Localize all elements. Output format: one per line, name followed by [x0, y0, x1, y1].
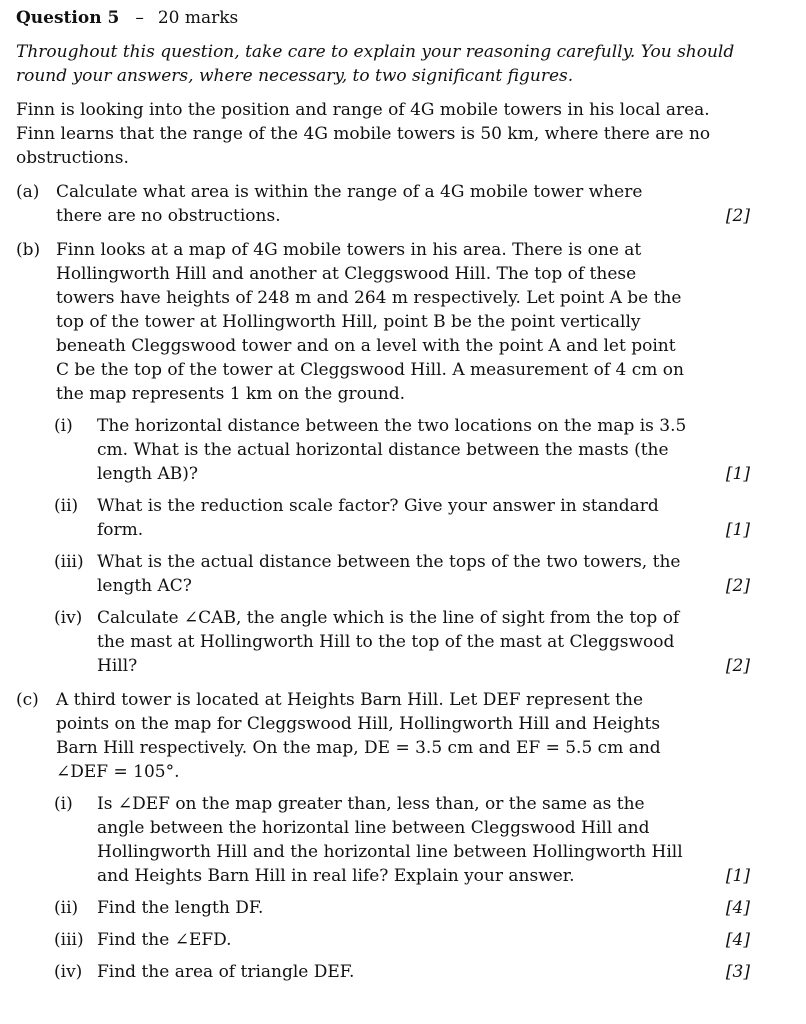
part-b-text: Finn looks at a map of 4G mobile towers in his area. There is one at Hollingworth Hill and another at Cleggswood Hill. The top of these towers have heights of 248 m and 264 m respectively. Let point A be the top of the tower at Hollingworth Hill, point B be the point vertically beneath Cleggswood tower and on a level with the point A and let point C be the top of the tower at Cleggswood Hill. A measurement of 4 cm on the map represents 1 km on the ground. [56, 240, 684, 404]
question-title: Question 5 [16, 8, 120, 28]
part-c-ii [16, 896, 750, 920]
part-c-iii-label: (iii) [54, 930, 84, 950]
part-c-i-marks: [1] [725, 866, 750, 886]
part-b-i-label: (i) [54, 416, 73, 436]
part-c-i [16, 792, 750, 888]
part-b-i [16, 414, 750, 486]
header-dash: – [135, 8, 144, 28]
part-b-ii-label: (ii) [54, 496, 79, 516]
part-b-iv [16, 606, 750, 678]
part-c-iv-label: (iv) [54, 962, 83, 982]
part-c [16, 688, 750, 784]
part-b-iii-marks: [2] [725, 576, 750, 596]
part-b-ii-marks: [1] [725, 520, 750, 540]
part-c-iv-marks: [3] [725, 962, 750, 982]
part-c-text: A third tower is located at Heights Barn Hill. Let DEF represent the points on the map for Cleggswood Hill, Hollingworth Hill and Heights Barn Hill respectively. On the map, DE = 3.5 cm and EF = 5.5 cm and ∠DEF = 105°. [56, 690, 661, 782]
total-marks: 20 marks [157, 8, 239, 28]
question-header [16, 6, 750, 30]
part-c-label: (c) [16, 690, 39, 710]
part-c-ii-text: Find the length DF. [97, 898, 264, 918]
part-c-iv-text: Find the area of triangle DEF. [97, 962, 355, 982]
part-b-iii-label: (iii) [54, 552, 84, 572]
part-b-i-text: The horizontal distance between the two locations on the map is 3.5 cm. What is the actual horizontal distance between the masts (the length AB)? [97, 416, 687, 484]
part-a-marks: [2] [725, 206, 750, 226]
part-c-iv [16, 960, 750, 984]
part-b-ii-text: What is the reduction scale factor? Give your answer in standard form. [97, 496, 659, 540]
part-a-text: Calculate what area is within the range of a 4G mobile tower where there are no obstructions. [56, 182, 643, 226]
part-b-label: (b) [16, 240, 41, 260]
part-c-ii-marks: [4] [725, 898, 750, 918]
part-b-iii-text: What is the actual distance between the tops of the two towers, the length AC? [97, 552, 681, 596]
part-a-label: (a) [16, 182, 40, 202]
instructions: Throughout this question, take care to explain your reasoning carefully. You should round your answers, where necessary, to two significant figures. [16, 42, 735, 86]
part-c-iii-text: Find the ∠EFD. [97, 930, 232, 950]
part-b [16, 238, 750, 406]
part-b-iv-marks: [2] [725, 656, 750, 676]
part-b-iv-text: Calculate ∠CAB, the angle which is the line of sight from the top of the mast at Hollingworth Hill to the top of the mast at Cleggswood Hill? [97, 608, 680, 676]
part-c-iii-marks: [4] [725, 930, 750, 950]
part-a [16, 180, 750, 228]
part-b-ii [16, 494, 750, 542]
part-b-i-marks: [1] [725, 464, 750, 484]
part-c-iii [16, 928, 750, 952]
question-page [16, 6, 750, 984]
part-b-iii [16, 550, 750, 598]
part-c-i-text: Is ∠DEF on the map greater than, less than, or the same as the angle between the horizontal line between Cleggswood Hill and Hollingworth Hill and the horizontal line between Hollingworth Hill and Heights Barn Hill in real life? Explain your answer. [97, 794, 683, 886]
intro-paragraph: Finn is looking into the position and range of 4G mobile towers in his local area. Finn learns that the range of the 4G mobile towers is 50 km, where there are no obstructions. [16, 100, 711, 168]
part-c-i-label: (i) [54, 794, 73, 814]
part-c-ii-label: (ii) [54, 898, 79, 918]
part-b-iv-label: (iv) [54, 608, 83, 628]
